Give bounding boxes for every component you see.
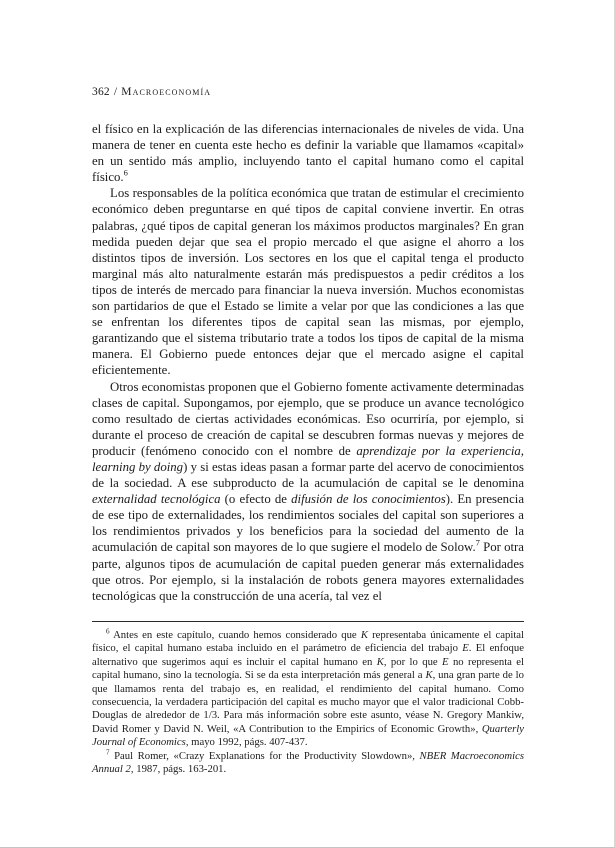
footnote-divider — [92, 621, 524, 622]
book-title: Macroeconomía — [121, 86, 212, 98]
header-separator: / — [113, 86, 118, 98]
paragraph-2: Los responsables de la política económica que tratan de estimular el crecimiento económico deben preguntarse en qué tipos de capital conviene invertir. En otras palabras, ¿qué tipos de capital generan los máximos productos marginales? En gran medida pueden dejar que sea el propio mercado el que asigne el ahorro a los distintos tipos de inversión. Los sectores en los que el capital tenga el producto marginal más alto naturalmente estarán más predispuestos a pedir créditos a los tipos de interés de mercado para financiar la nueva inversión. Muchos economistas son partidarios de que el Estado se limite a velar por que las condiciones a las que se enfrentan los diferentes tipos de capital sean las mismas, por ejemplo, garantizando que el sistema tributario trate a todos los tipos de capital de la misma manera. El Gobierno puede entonces dejar que el mercado asigne el capital eficientemente. — [92, 186, 524, 378]
footnote-7: $^7$ Paul Romer, «Crazy Explanations for the Productivity Slowdown», NBER Macroeconomics Annual 2, 1987, págs. 163-201. — [92, 748, 524, 776]
running-header — [92, 86, 211, 98]
footnote-6: $^6$ Antes en este capítulo, cuando hemos considerado que K representaba únicamente el capital físico, el capital humano estaba incluido en el parámetro de eficiencia del trabajo E. El enfoque alternativo que sugerimos aquí es incluir el capital humano en K, por lo que E no representa el capital humano, sino la tecnología. Si se da esta interpretación más general a K, una gran parte de lo que llamamos renta del trabajo es, en realidad, el rendimiento del capital humano. Como consecuencia, la verdadera participación del capital es mucho mayor que el valor tradicional Cobb-Douglas de alrededor de 1/3. Para más información sobre este asunto, véase N. Gregory Mankiw, David Romer y David N. Weil, «A Contribution to the Empirics of Economic Growth», Quarterly Journal of Economics, mayo 1992, págs. 407-437. — [92, 627, 525, 749]
page-number: 362 — [92, 86, 110, 98]
paragraph-3: Otros economistas proponen que el Gobierno fomente activamente determinadas clases de capital. Supongamos, por ejemplo, que se produce un avance tecnológico como resultado de ciertas actividades económicas. Eso ocurriría, por ejemplo, si durante el proceso de creación de capital se descubren formas nuevas y mejores de producir (fenómeno conocido con el nombre de aprendizaje por la experiencia, learning by doing) y si estas ideas pasan a formar parte del acervo de conocimientos de la sociedad. A ese subproducto de la acumulación de capital se le denomina externalidad tecnológica (o efecto de difusión de los conocimientos). En presencia de ese tipo de externalidades, los rendimientos sociales del capital son superiores a los rendimientos privados y los beneficios para la sociedad del aumento de la acumulación de capital son mayores de lo que sugiere el modelo de Solow.$^7$ Por otra parte, algunos tipos de acumulación de capital pueden generar más externalidades que otros. Por ejemplo, si la instalación de robots genera mayores externalidades tecnológicas que la construcción de una acería, tal vez el — [92, 379, 524, 603]
paragraph-1: el físico en la explicación de las diferencias internacionales de niveles de vida. Una manera de tener en cuenta este hecho es definir la variable que llamamos «capital» en un sentido más amplio, incluyendo tanto el capital humano como el capital físico.$^6$ — [92, 122, 524, 185]
body-text — [92, 121, 524, 604]
footnotes-section — [92, 621, 524, 776]
